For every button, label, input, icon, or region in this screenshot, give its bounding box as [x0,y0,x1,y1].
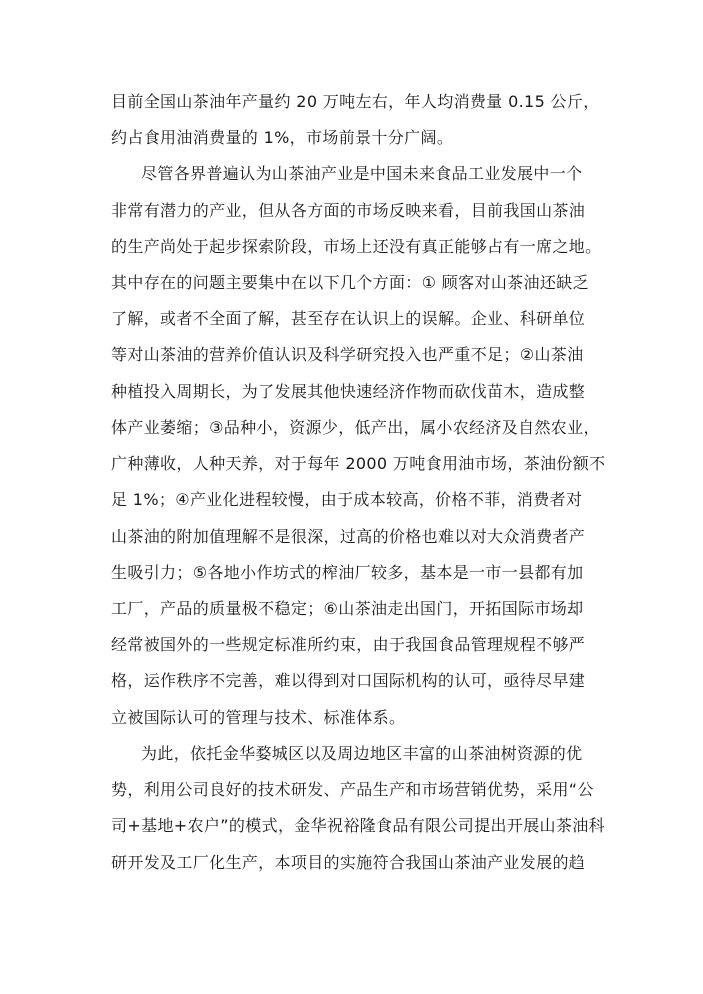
text-line: 经常被国外的一些规定标准所约束，由于我国食品管理规程不够严 [111,635,586,654]
paragraph-start-line: 尽管各界普遍认为山茶油产业是中国未来食品工业发展中一个 [141,164,583,183]
text-line: 体产业萎缩；③品种小，资源少，低产出，属小农经济及自然农业， [111,418,600,437]
text-line: 约占食用油消费量的 1%，市场前景十分广阔。 [111,128,454,147]
text-line: 研开发及工厂化生产，本项目的实施符合我国山茶油产业发展的趋 [111,853,586,872]
text-line: 足 1%；④产业化进程较慢，由于成本较高，价格不菲，消费者对 [111,490,583,509]
text-line: 格，运作秩序不完善，难以得到对口国际机构的认可，亟待尽早建 [111,671,586,690]
text-line: 立被国际认可的管理与技术、标准体系。 [111,708,406,727]
text-line: 目前全国山茶油年产量约 20 万吨左右，年人均消费量 0.15 公斤， [111,92,600,111]
text-line: 势，利用公司良好的技术研发、产品生产和市场营销优势，采用“公 [111,780,594,799]
text-line: 其中存在的问题主要集中在以下几个方面：① 顾客对山茶油还缺乏 [111,273,589,292]
text-line: 的生产尚处于起步探索阶段，市场上还没有真正能够占有一席之地。 [111,237,602,256]
paragraph-start-line: 为此，依托金华婺城区以及周边地区丰富的山茶油树资源的优 [141,744,583,763]
text-line: 山茶油的附加值理解不是很深，过高的价格也难以对大众消费者产 [111,527,586,546]
text-line: 种植投入周期长，为了发展其他快速经济作物而砍伐苗木，造成整 [111,382,586,401]
text-line: 工厂，产品的质量极不稳定；⑥山茶油走出国门，开拓国际市场却 [111,599,584,618]
text-line: 非常有潜力的产业，但从各方面的市场反映来看，目前我国山茶油 [111,201,586,220]
text-line: 生吸引力；⑤各地小作坊式的榨油厂较多，基本是一市一县都有加 [111,563,584,582]
text-line: 广种薄收，人种天养，对于每年 2000 万吨食用油市场，茶油份额不 [111,454,606,473]
text-line: 等对山茶油的营养价值认识及科学研究投入也严重不足；②山茶油 [111,345,584,364]
text-line: 了解，或者不全面了解，甚至存在认识上的误解。企业、科研单位 [111,309,586,328]
text-line: 司+基地+农户”的模式，金华祝裕隆食品有限公司提出开展山茶油科 [111,816,605,835]
